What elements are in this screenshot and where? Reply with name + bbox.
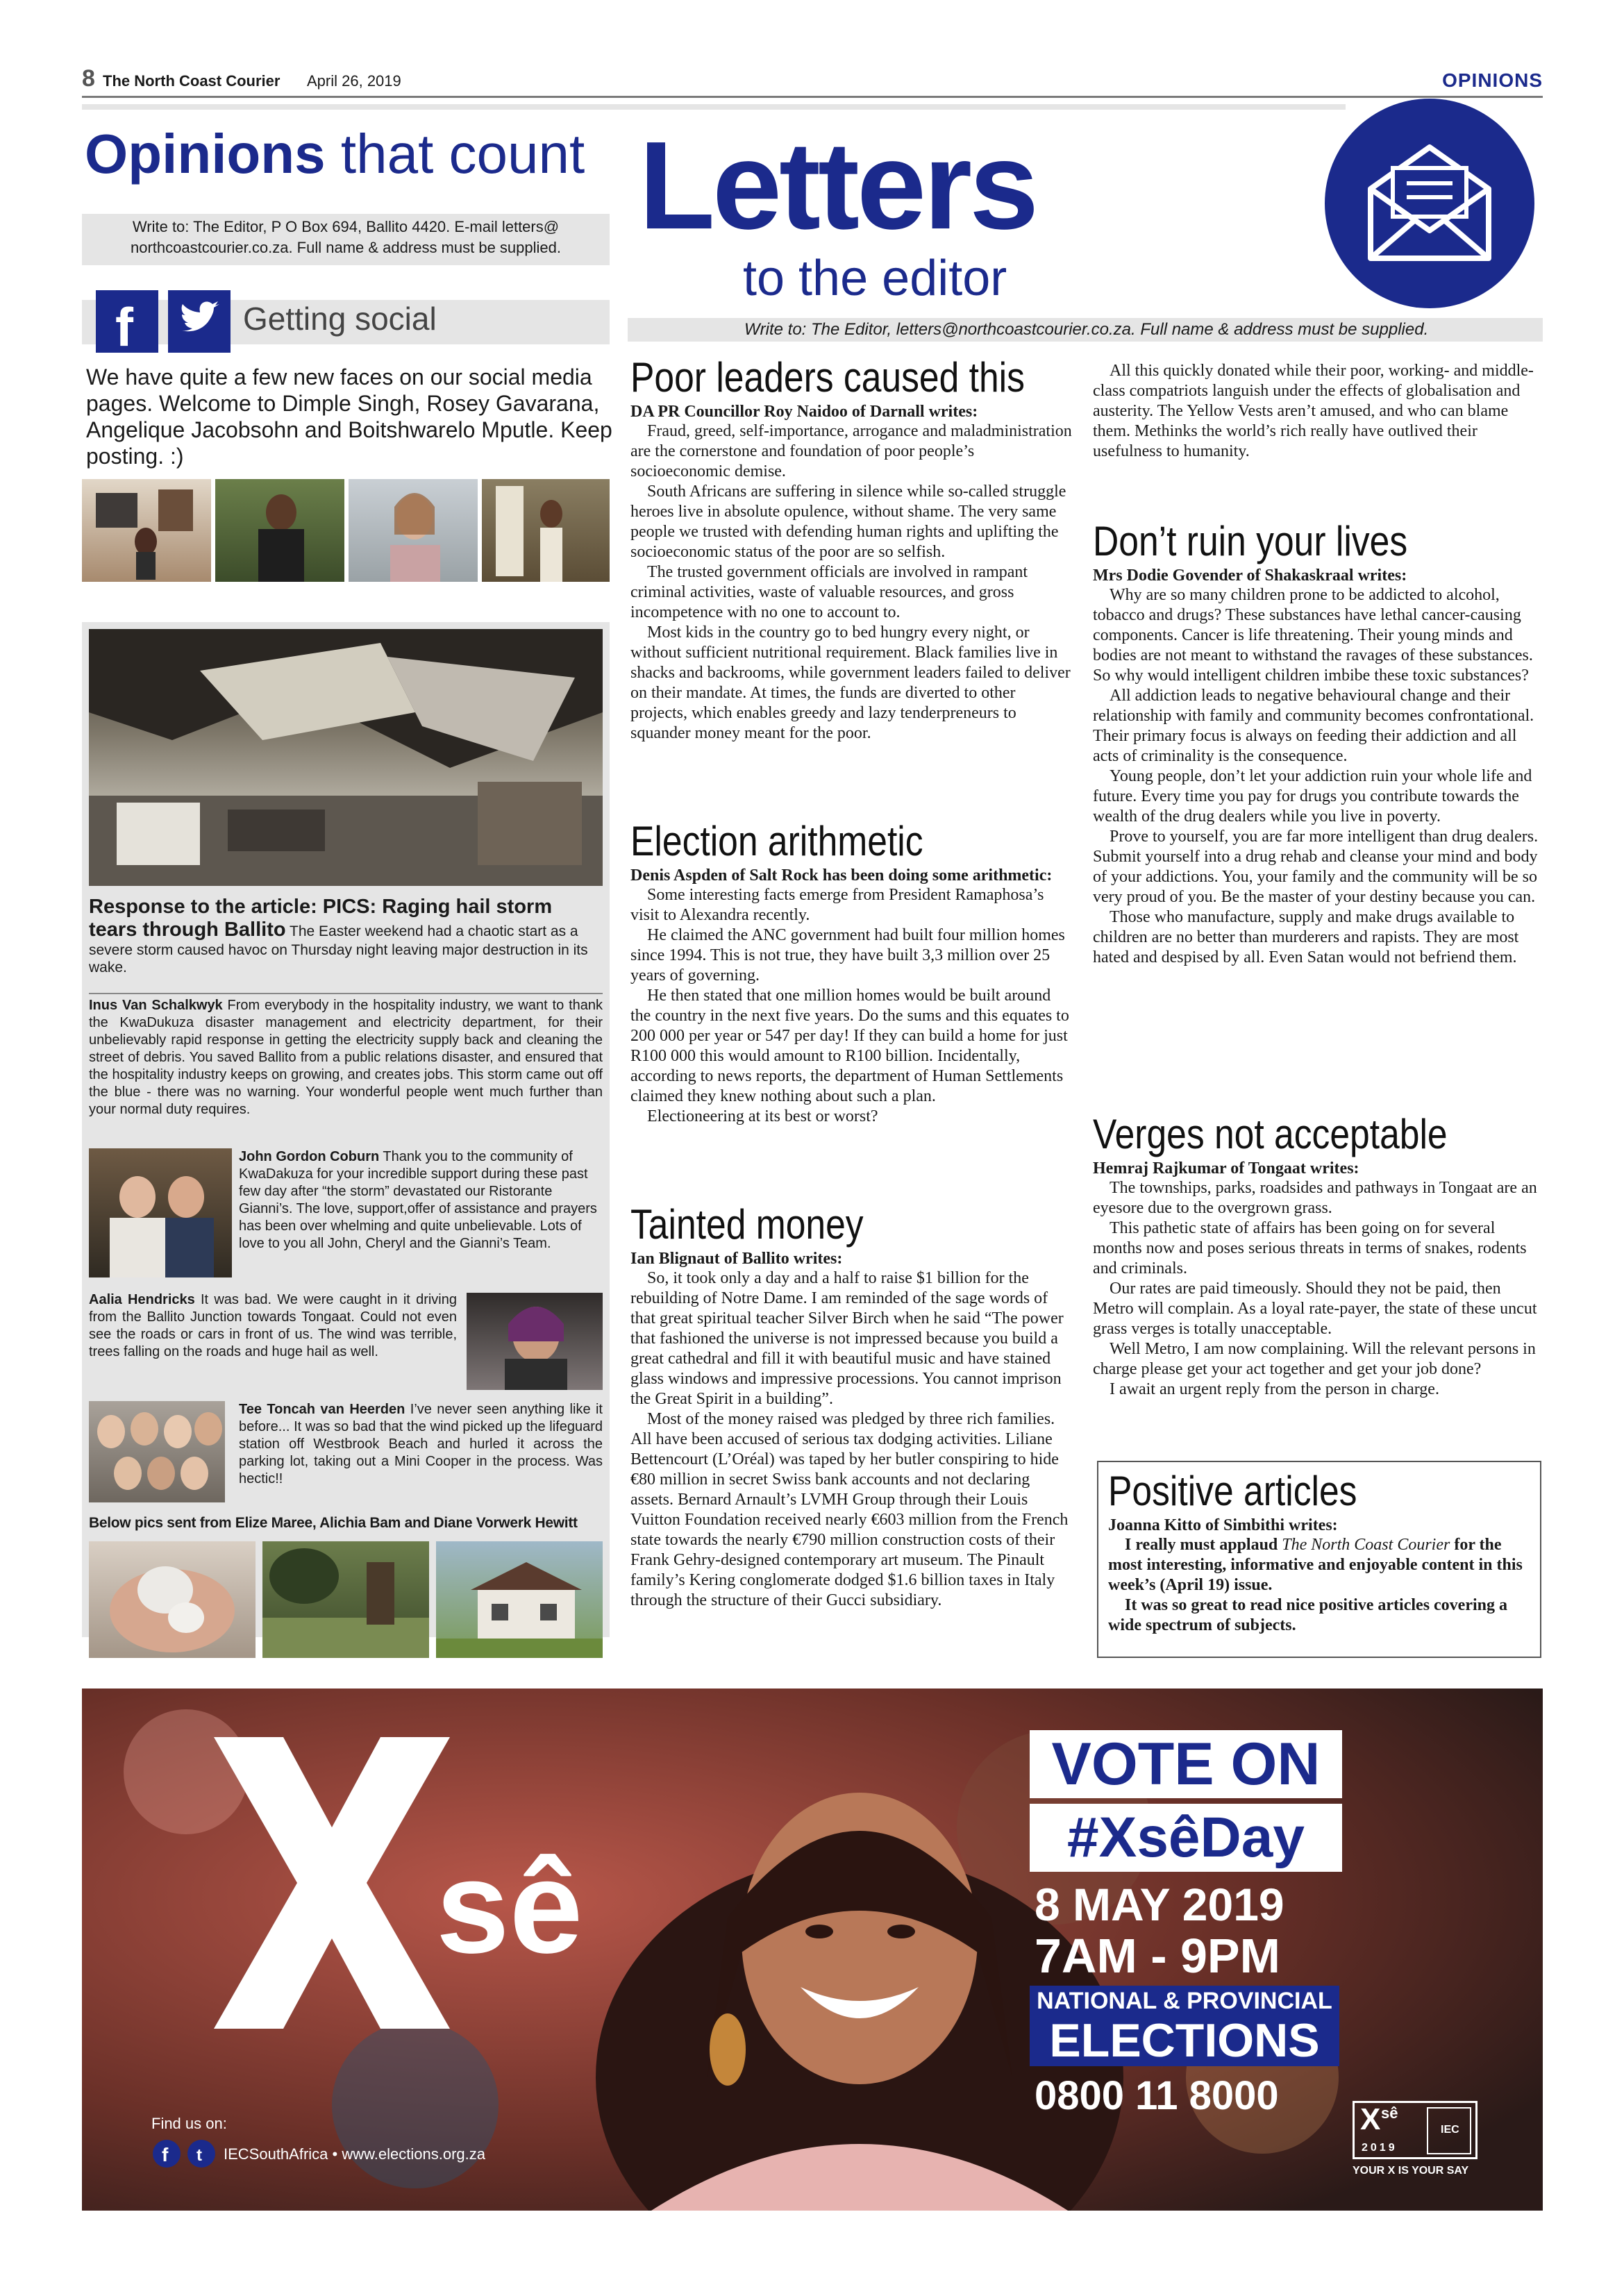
byline-verges: Hemraj Rajkumar of Tongaat writes:: [1093, 1159, 1359, 1178]
national-provincial-label: NATIONAL & PROVINCIAL: [1030, 1986, 1339, 2016]
paragraph-part: I really must applaud: [1125, 1536, 1282, 1554]
byline-election-arithmetic: Denis Aspden of Salt Rock has been doing some arithmetic:: [630, 866, 1053, 885]
iec-box-icon: [1427, 2107, 1471, 2154]
social-photo-1: [82, 479, 211, 582]
headline-verges: Verges not acceptable: [1093, 1111, 1448, 1157]
iec-phone: 0800 11 8000: [1035, 2073, 1279, 2118]
newspaper-name: The North Coast Courier: [1282, 1536, 1450, 1554]
headline-dont-ruin: Don’t ruin your lives: [1093, 518, 1408, 564]
storm-caption-title: Response to the article: PICS: Raging hail storm tears through Ballito: [89, 896, 553, 941]
paragraph: The trusted government officials are involved in rampant criminal activities, waste of valuable resources, and gross incompetence with no one to account to.: [630, 563, 1028, 621]
letters-write-to: Write to: The Editor, letters@northcoastcourier.co.za. Full name & address must be supplied.: [744, 320, 1429, 339]
storm-divider: [89, 993, 603, 994]
logo-year: 2019: [1362, 2142, 1398, 2154]
paragraph: All this quickly donated while their poor, working- and middle-class compatriots languish under the effects of globalisation and austerity. The Yellow Vests aren’t amused, and who can blame them. Methinks the world’s rich really have outlived their usefulness to humanity.: [1093, 362, 1534, 460]
top-shade-bar: [82, 104, 1346, 110]
opinions-write-to: [82, 214, 610, 265]
comment-4-photo: [89, 1401, 225, 1502]
paragraph: It was so great to read nice positive articles covering a wide spectrum of subjects.: [1108, 1596, 1508, 1634]
headline-tainted-money: Tainted money: [630, 1201, 864, 1248]
comment-4-text: I’ve never seen anything like it before... It was so bad that the wind picked up the lifeguard station off Westbrook Beach and hurled it across the parking lot, taking out a Mini Cooper in the process. Was hectic!!: [239, 1402, 603, 1486]
letters-title: Letters: [639, 116, 1037, 255]
paragraph: Those who manufacture, supply and make drugs available to children are no better than murderers and rapists. They are most hated and despised by all. Even Satan would not befriend them.: [1093, 908, 1519, 966]
advert-brand-se: sê: [436, 1834, 583, 1981]
comment-4: [239, 1401, 603, 1488]
paragraph: [1108, 1535, 1532, 1595]
election-advert: [82, 1689, 1543, 2211]
paragraph: Our rates are paid timeously. Should they not be paid, then Metro will complain. As a loyal rate-payer, the state of these uncut grass verges is totally unacceptable.: [1093, 1280, 1537, 1338]
comment-2-photo: [89, 1148, 232, 1277]
positive-articles-box: [1097, 1461, 1541, 1658]
headline-election-arithmetic: Election arithmetic: [630, 818, 923, 864]
social-photo-2: [215, 479, 344, 582]
byline-poor-leaders: DA PR Councillor Roy Naidoo of Darnall writes:: [630, 403, 978, 421]
social-intro: We have quite a few new faces on our social media pages. Welcome to Dimple Singh, Rosey Gavarana, Angelique Jacobsohn and Boitshwarelo Mputle. Keep posting. :): [86, 364, 612, 469]
comment-1-text: From everybody in the hospitality industry, we want to thank the KwaDukuza disaster management and electricity department, for their unbelievably rapid response in getting the electricity supply back and cleaning the street of debris. You saved Ballito from a public relations disaster, and ensured that the hospitality industry keeps on growing, and creates jobs. This storm came out off the blue - there was no warning. Your wonderful people went much further than your normal duty requires.: [89, 998, 603, 1117]
header-divider: [82, 96, 1543, 98]
publication-name: The North Coast Courier: [103, 72, 281, 90]
xse-day-hashtag: #XsêDay: [1030, 1804, 1342, 1872]
opinions-heading-bold: Opinions: [85, 123, 326, 185]
paragraph: All addiction leads to negative behavioural change and their relationship with family and community becomes confrontational. Their primary focus is always on feeding their addiction and all acts of criminality is the consequence.: [1093, 687, 1534, 765]
letters-subtitle: to the editor: [743, 251, 1007, 306]
issue-date: April 26, 2019: [307, 72, 401, 90]
tainted-money-continued: [1093, 361, 1543, 462]
write-to-line-1: Write to: The Editor, P O Box 694, Ballito 4420. E-mail letters@: [132, 218, 560, 235]
garden-photo: [262, 1541, 429, 1658]
article-poor-leaders: [630, 355, 1075, 744]
twitter-icon[interactable]: [168, 290, 231, 353]
comment-3-name: Aalia Hendricks: [89, 1292, 195, 1307]
comment-2-text: Thank you to the community of KwaDakuza for your incredible support during these past few day after “the storm” devastated our Ristorante Gianni’s. The love, support,offer of assistance and prayers has been over whelming and quite unbelievable. Lots of love to you all John, Cheryl and the Gianni’s Team.: [239, 1149, 597, 1251]
comment-4-name: Tee Toncah van Heerden: [239, 1402, 405, 1417]
storm-caption-text: The Easter weekend had a chaotic start as a severe storm caused havoc on Thursday night leaving major destruction in its wake.: [89, 923, 588, 975]
logo-se: sê: [1381, 2104, 1398, 2122]
comment-2: [239, 1148, 603, 1252]
find-us-label: Find us on:: [151, 2115, 227, 2132]
paragraph: He then stated that one million homes would be built around the country in the next five years. Do the sums and this equates to 200 000 per year or 547 per day! If they can build a home for just R100 000 this would amount to R100 billion. Incidentally, according to news reports, the department of Human Settlements claimed they knew nothing about such a plan.: [630, 987, 1069, 1105]
byline-tainted-money: Ian Blignaut of Ballito writes:: [630, 1250, 843, 1268]
paragraph-part: for the most interesting, informative and enjoyable content in this week’s (April 19) issue.: [1108, 1536, 1523, 1594]
ad-facebook-icon[interactable]: [153, 2140, 181, 2168]
opinions-heading: [85, 122, 585, 186]
page-header: [82, 64, 1543, 96]
comment-1-name: Inus Van Schalkwyk: [89, 998, 223, 1013]
social-title: Getting social: [243, 301, 437, 337]
comment-3-photo: [467, 1293, 603, 1390]
storm-damage-photo: [89, 629, 603, 886]
paragraph: He claimed the ANC government had built four million homes since 1994. This is not true, they have built 3,3 million over 25 years of governing.: [630, 926, 1065, 984]
paragraph: Some interesting facts emerge from President Ramaphosa’s visit to Alexandra recently.: [630, 886, 1044, 924]
iec-logo-text: IEC: [1441, 2124, 1459, 2136]
elections-label: ELECTIONS: [1030, 2015, 1339, 2066]
letters-write-bar: [628, 318, 1543, 342]
logo-x: X: [1360, 2102, 1381, 2136]
paragraph: The townships, parks, roadsides and pathways in Tongaat are an eyesore due to the overgrown grass.: [1093, 1179, 1537, 1217]
iec-social-handle[interactable]: IECSouthAfrica • www.elections.org.za: [224, 2145, 485, 2163]
election-date: 8 MAY 2019: [1035, 1879, 1284, 1930]
byline-dont-ruin: Mrs Dodie Govender of Shakaskraal writes:: [1093, 567, 1407, 585]
pics-credit: Below pics sent from Elize Maree, Alichia Bam and Diane Vorwerk Hewitt: [89, 1515, 578, 1531]
paragraph: This pathetic state of affairs has been going on for several months now and poses serious threats in terms of snakes, rodents and criminals.: [1093, 1219, 1527, 1277]
storm-caption: [89, 896, 603, 976]
ad-twitter-icon[interactable]: [187, 2140, 215, 2168]
house-photo: [436, 1541, 603, 1658]
article-tainted-money: [630, 1203, 1075, 1611]
paragraph: Most of the money raised was pledged by three rich families. All have been accused of serious tax dodging activities. Liliane Bettencourt (L’Oréal) was taped by her butler conspiring to hide €80 million in secret Swiss bank accounts and not declaring assets. Bernard Arnault’s LVMH Group through their Louis Vuitton Foundation received nearly €603 million from the French state towards the nearly €790 million construction costs of their Frank Gehry-designed contemporary art museum. The Pinault family’s Kering conglomerate dodged $1.6 billion taxes in Italy through the structure of their Gucci subsidiary.: [630, 1410, 1069, 1609]
svg-text:t: t: [196, 2146, 202, 2165]
hail-photo: [89, 1541, 256, 1658]
byline-positive-articles: Joanna Kitto of Simbithi writes:: [1108, 1516, 1338, 1534]
comment-3-text: It was bad. We were caught in it driving from the Ballito Junction towards Tongaat. Could not even see the roads or cars in front of us. The wind was terrible, trees falling on the roads and huge hail as well.: [89, 1292, 457, 1359]
svg-text:f: f: [115, 296, 133, 353]
headline-positive-articles: Positive articles: [1108, 1468, 1357, 1514]
xse-iec-logo: [1353, 2101, 1477, 2159]
article-election-arithmetic: [630, 819, 1075, 1127]
write-to-line-2: northcoastcourier.co.za. Full name & address must be supplied.: [131, 239, 561, 256]
section-label: OPINIONS: [1442, 69, 1543, 91]
comment-3: [89, 1291, 457, 1361]
voting-hours: 7AM - 9PM: [1035, 1929, 1280, 1983]
article-verges: [1093, 1112, 1543, 1400]
paragraph: Young people, don’t let your addiction ruin your whole life and future. Every time you pay for drugs you contribute towards the wealth of the drug dealers while you live in poverty.: [1093, 767, 1532, 826]
svg-text:f: f: [162, 2144, 169, 2165]
headline-poor-leaders: Poor leaders caused this: [630, 354, 1025, 401]
paragraph: Electioneering at its best or worst?: [647, 1107, 878, 1125]
advert-tagline: YOUR X IS YOUR SAY: [1353, 2165, 1469, 2177]
paragraph: Prove to yourself, you are far more intelligent than drug dealers. Submit yourself into a drug rehab and cleanse your mind and body of your addictions. You, your family and the community will be so very proud of you. Be the master of your destiny because you can.: [1093, 828, 1539, 906]
comment-1: [89, 997, 603, 1118]
paragraph: South Africans are suffering in silence while so-called struggle heroes live in absolute opulence, without shame. The very same people we trusted with defending human rights and uplifting the socioeconomic status of the poor are so selfish.: [630, 483, 1066, 561]
social-photo-3: [349, 479, 478, 582]
page-number: 8: [82, 65, 95, 92]
social-photo-4: [482, 479, 610, 582]
article-dont-ruin: [1093, 519, 1543, 968]
paragraph: Most kids in the country go to bed hungry every night, or without sufficient nutritional requirement. Black families live in shacks and backrooms, while government leaders failed to deliver on their mandate. At times, the funds are diverted to other projects, which enables greedy and lazy tenderpreneurs to squander money meant for the poor.: [630, 623, 1071, 742]
x-mark-icon: [186, 1737, 478, 2029]
paragraph: I await an urgent reply from the person in charge.: [1110, 1380, 1439, 1398]
paragraph: Why are so many children prone to be addicted to alcohol, tobacco and drugs? These substances have lethal cancer-causing components. Cancer is life threatening. Their young minds and bodies are not meant to withstand the ravages of these substances. So why would intelligent children imbibe these toxic substances?: [1093, 586, 1533, 685]
envelope-icon: [1325, 99, 1534, 308]
paragraph: Well Metro, I am now complaining. Will the relevant persons in charge please get your act together and get your job done?: [1093, 1340, 1536, 1378]
comment-2-name: John Gordon Coburn: [239, 1149, 380, 1164]
paragraph: So, it took only a day and a half to raise $1 billion for the rebuilding of Notre Dame. I am reminded of the sage words of that great spiritual teacher Silver Birch when he said “The power that fashioned the universe is not impressed because you build a great cathedral and fill it with beautiful music and have stained glass windows and impressive processions. You cannot imprison the Great Spirit in a building”.: [630, 1269, 1064, 1408]
vote-on-label: VOTE ON: [1030, 1730, 1342, 1798]
facebook-icon[interactable]: [96, 290, 158, 353]
paragraph: Fraud, greed, self-importance, arrogance and maladministration are the cornerstone and foundation of poor people’s socioeconomic demise.: [630, 422, 1072, 480]
opinions-heading-light: that count: [325, 123, 585, 185]
